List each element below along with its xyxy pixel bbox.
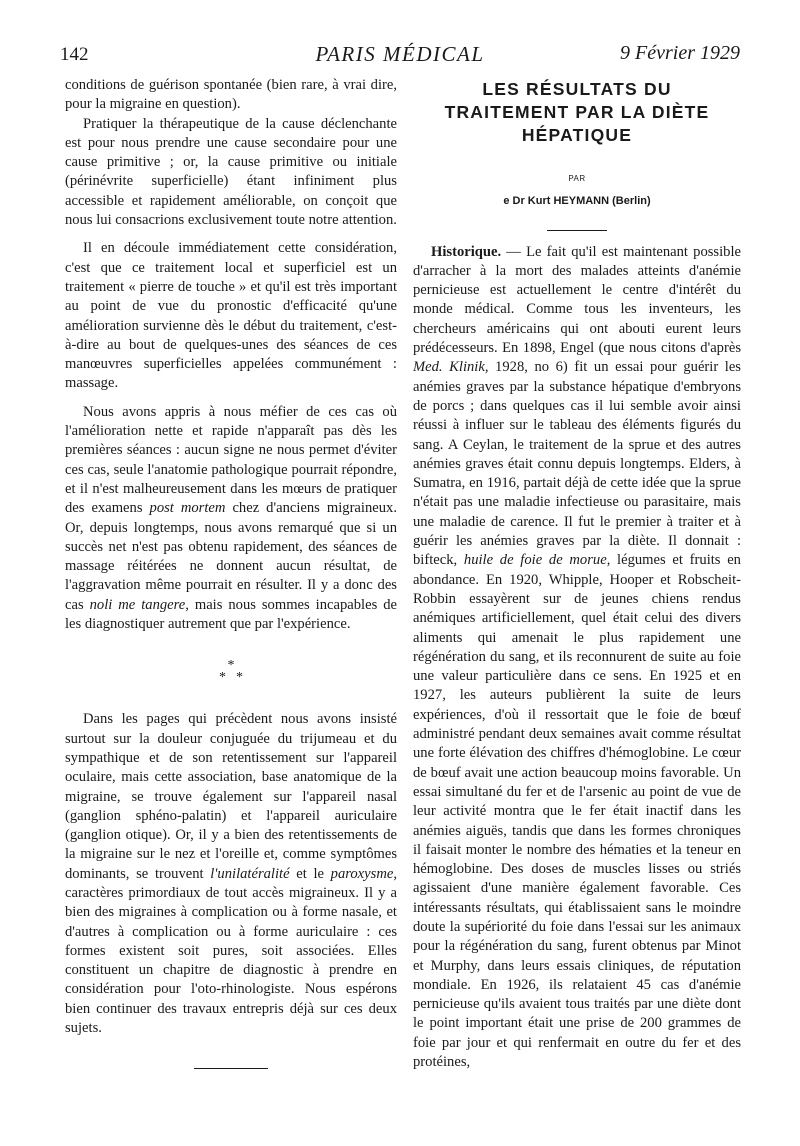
paragraph-pierre-de-touche: Il en découle immédiatement cette considération, c'est que ce traitement local et superficiel est un traitement « pierre de touche » et qu'il est très important au point de vue du pronostic d'efficacité qu'une amélioration survienne dès le début du traitement, c'est-à-dire au bout de quelques-unes des séances de ces manœuvres superficielles appelées communément : massage. <box>65 240 397 392</box>
issue-date: 9 Février 1929 <box>620 42 740 64</box>
article-title: LES RÉSULTATS DU TRAITEMENT PAR LA DIÈTE HÉPATIQUE <box>444 79 710 145</box>
paragraph-mefier: Nous avons appris à nous méfier de ces cas où l'amélioration nette et rapide n'apparaît pas dès les premières séances : aucun signe ne nous permet d'éviter ces cas, seule l'anatomie pathologique pourrait répondre, et il n'est malheureusement dans les mœurs de pratiquer des examens post mortem chez d'anciens migraineux. Or, depuis longtemps, nous avons remarqué que si un succès net n'est pas obtenu rapidement, des séances de massage réitérées ne donnent aucun résultat, de l'aggravation même pourrait en résulter. Il y a donc des cas noli me tangere, mais nous sommes incapables de les diagnostiquer autrement que par l'expérience. <box>65 403 397 633</box>
byline-rule <box>547 230 607 231</box>
paragraph-continuation: conditions de guérison spontanée (bien rare, à vrai dire, pour la migraine en question). <box>65 77 397 113</box>
article-author: e Dr Kurt HEYMANN (Berlin) <box>503 195 651 208</box>
left-column <box>65 76 397 1069</box>
asterism-separator: * ** <box>219 658 253 686</box>
end-of-article-rule <box>194 1068 268 1069</box>
journal-title: PARIS MÉDICAL <box>315 42 485 66</box>
running-header <box>60 40 740 74</box>
right-column <box>413 76 741 1072</box>
byline-par: PAR <box>568 174 586 183</box>
paragraph-oto-rhino: Dans les pages qui précèdent nous avons insisté surtout sur la douleur conjuguée du trijumeau et du sympathique et de son retentissement sur l'appareil oculaire, mais cette association, base anatomique de la migraine, se trouve également sur l'appareil nasal (ganglion sphéno-palatin) et l'appareil auriculaire (ganglion otique). Or, il y a bien des retentissements de la migraine sur le nez et l'oreille et, comme symptômes dominants, se trouvent l'unilatéralité et le paroxysme, caractères primordiaux de tout accès migraineux. Il y a bien des migraines à complication ou à forme nasale, et d'autres à complication ou à forme auriculaire : ces formes existent soit pures, soit associées. Elles constituent un chapitre de diagnostic à prendre en considération pour l'oto-rhinologiste. Nous espérons bien continuer des travaux entrepris déjà sur ces deux sujets. <box>65 711 397 1037</box>
paragraph-therapeutique: Pratiquer la thérapeutique de la cause déclenchante est pour nous prendre une cause secondaire pour une cause primitive ; or, la cause primitive ou initiale (périnévrite superficielle) étant infiniment plus accessible et rapidement améliorable, on conçoit que nous lui consacrions exclusivement toute notre attention. <box>65 115 397 229</box>
section-heading-historique: Historique. <box>431 243 502 260</box>
page-number: 142 <box>60 44 89 65</box>
paragraph-historique: Historique. — Le fait qu'il est maintenant possible d'arracher à la mort des malades atteints d'anémie pernicieuse est actuellement le centre d'intérêt du monde médical. Comme tous les inventeurs, les chercheurs américains qui ont abouti eurent leurs prédécesseurs. En 1898, Engel (que nous citons d'après Med. Klinik, 1928, no 6) fit un essai pour guérir les anémies graves par la substance hépatique d'embryons de porcs ; dans quelques cas il lui semble avoir ainsi réussi à influer sur le tableau des éléments figurés du sang. A Ceylan, le traitement de la sprue et des autres anémies graves était connu depuis longtemps. Elders, à Sumatra, en 1916, partait déjà de cette idée que la sprue n'était pas une maladie infectieuse ou parasitaire, mais une maladie de carence. Il fut le premier à traiter et à guérir les anémies graves par la diète. Il donnait : bifteck, huile de foie de morue, légumes et fruits en abondance. En 1920, Whipple, Hooper et Robscheit-Robbin essayèrent sur de jeunes chiens rendus anémiques artificiellement, quel était celui des divers aliments qui amenait le plus rapidement une régénération du sang, et ils reconnurent de suite au foie une valeur particulière dans ce sens. En 1925 et en 1927, les auteurs publièrent la suite de leurs expériences, d'où il ressortait que le foie de bœuf administré pendant deux semaines avait comme résultat une forte élévation des chiffres d'hémoglobine. Le cœur de bœuf avait une action beaucoup moins favorable. Un essai simultané du fer et de l'arsenic au point de vue de leur activité montra que le fer était inactif dans les anémies aiguës, tandis que dans les formes chroniques il faisait monter le nombre des hématies et la teneur en hémoglobine. Des doses de muscles lisses ou striés agissaient d'une manière également favorable. Ces intéressants résultats, qui établissaient sans le moindre doute la supériorité du foie dans l'essai sur les animaux pour la régénération du sang, furent obtenus par Minot et Murphy, dans leurs essais cliniques, de réputation mondiale. En 1926, ils relataient 45 cas d'anémie pernicieuse qu'ils avaient tous traités par une diète dont le point important était une prise de 200 grammes de foie par jour et qui renfermait en outre du fer et des protéines, <box>413 243 741 1071</box>
